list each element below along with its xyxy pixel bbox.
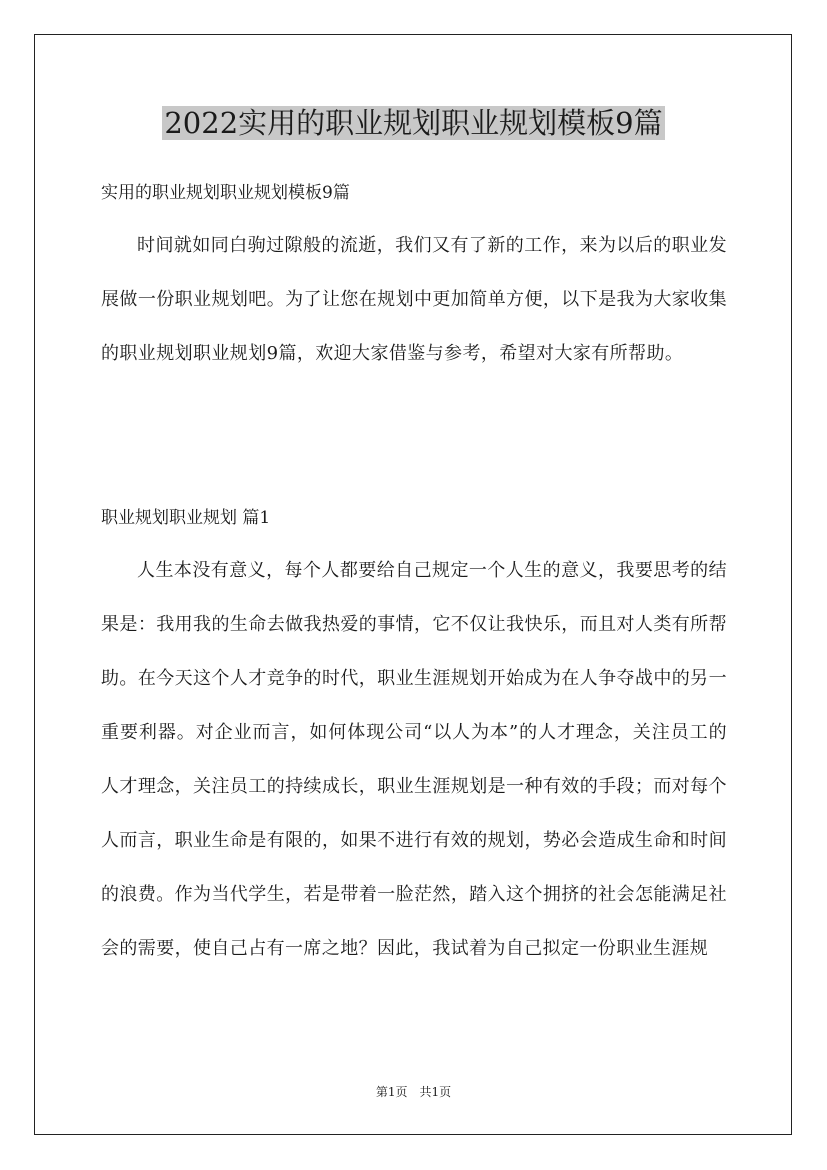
document-subtitle: 实用的职业规划职业规划模板9篇 xyxy=(101,183,350,203)
document-title xyxy=(0,100,827,146)
section-heading: 职业规划职业规划 篇1 xyxy=(101,508,271,528)
document-title-text: 2022实用的职业规划职业规划模板9篇 xyxy=(164,106,663,140)
intro-paragraph: 时间就如同白驹过隙般的流逝，我们又有了新的工作，来为以后的职业发展做一份职业规划吧。为了让您在规划中更加简单方便，以下是我为大家收集的职业规划职业规划9篇，欢迎大家借鉴与参考，希望对大家有所帮助。 xyxy=(101,235,727,364)
page-number-footer: 第1页 共1页 xyxy=(375,1085,452,1099)
section-body-paragraph: 人生本没有意义，每个人都要给自己规定一个人生的意义，我要思考的结果是：我用我的生命去做我热爱的事情，它不仅让我快乐，而且对人类有所帮助。在今天这个人才竞争的时代，职业生涯规划开始成为在人争夺战中的另一重要利器。对企业而言，如何体现公司“以人为本”的人才理念，关注员工的人才理念，关注员工的持续成长，职业生涯规划是一种有效的手段；而对每个人而言，职业生命是有限的，如果不进行有效的规划，势必会造成生命和时间的浪费。作为当代学生，若是带着一脸茫然，踏入这个拥挤的社会怎能满足社会的需要，使自己占有一席之地？因此，我试着为自己拟定一份职业生涯规 xyxy=(101,560,727,959)
